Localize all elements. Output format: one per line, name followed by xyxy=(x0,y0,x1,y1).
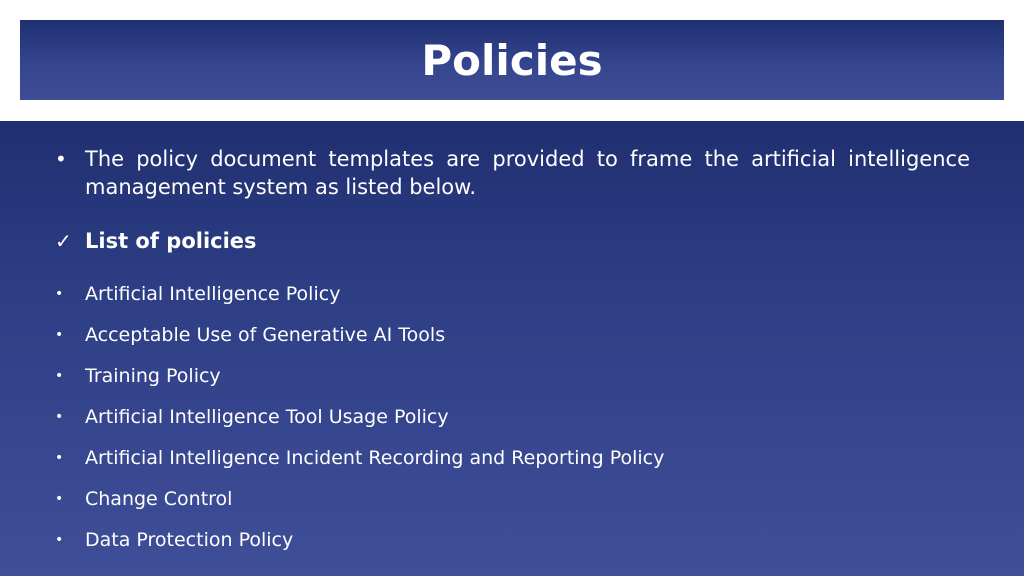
policy-label: Training Policy xyxy=(85,364,221,387)
bullet-icon: • xyxy=(55,326,64,343)
list-item xyxy=(55,519,664,560)
policy-label: Acceptable Use of Generative AI Tools xyxy=(85,323,446,346)
title-bar xyxy=(20,20,1004,100)
list-item xyxy=(55,273,664,314)
policy-label: Artificial Intelligence Policy xyxy=(85,282,341,305)
subheading-label: List of policies xyxy=(85,229,257,253)
list-item xyxy=(55,355,664,396)
policies-subheading xyxy=(55,229,257,253)
intro-paragraph xyxy=(55,145,970,201)
checkmark-icon: ✓ xyxy=(55,229,72,253)
bullet-icon: • xyxy=(55,490,64,507)
policy-label: Artificial Intelligence Incident Recording and Reporting Policy xyxy=(85,446,665,469)
bullet-icon: • xyxy=(55,147,67,171)
page-title: Policies xyxy=(421,35,603,85)
bullet-icon: • xyxy=(55,408,64,425)
list-item xyxy=(55,478,664,519)
list-item xyxy=(55,314,664,355)
policy-label: Change Control xyxy=(85,487,233,510)
list-item xyxy=(55,396,664,437)
bullet-icon: • xyxy=(55,367,64,384)
bullet-icon: • xyxy=(55,531,64,548)
policy-list xyxy=(55,273,664,560)
list-item xyxy=(55,437,664,478)
content-panel xyxy=(0,121,1024,576)
policy-label: Artificial Intelligence Tool Usage Policy xyxy=(85,405,449,428)
intro-text: The policy document templates are provided to frame the artificial intelligence management system as listed below. xyxy=(85,147,970,199)
policy-label: Data Protection Policy xyxy=(85,528,294,551)
bullet-icon: • xyxy=(55,285,64,302)
bullet-icon: • xyxy=(55,449,64,466)
